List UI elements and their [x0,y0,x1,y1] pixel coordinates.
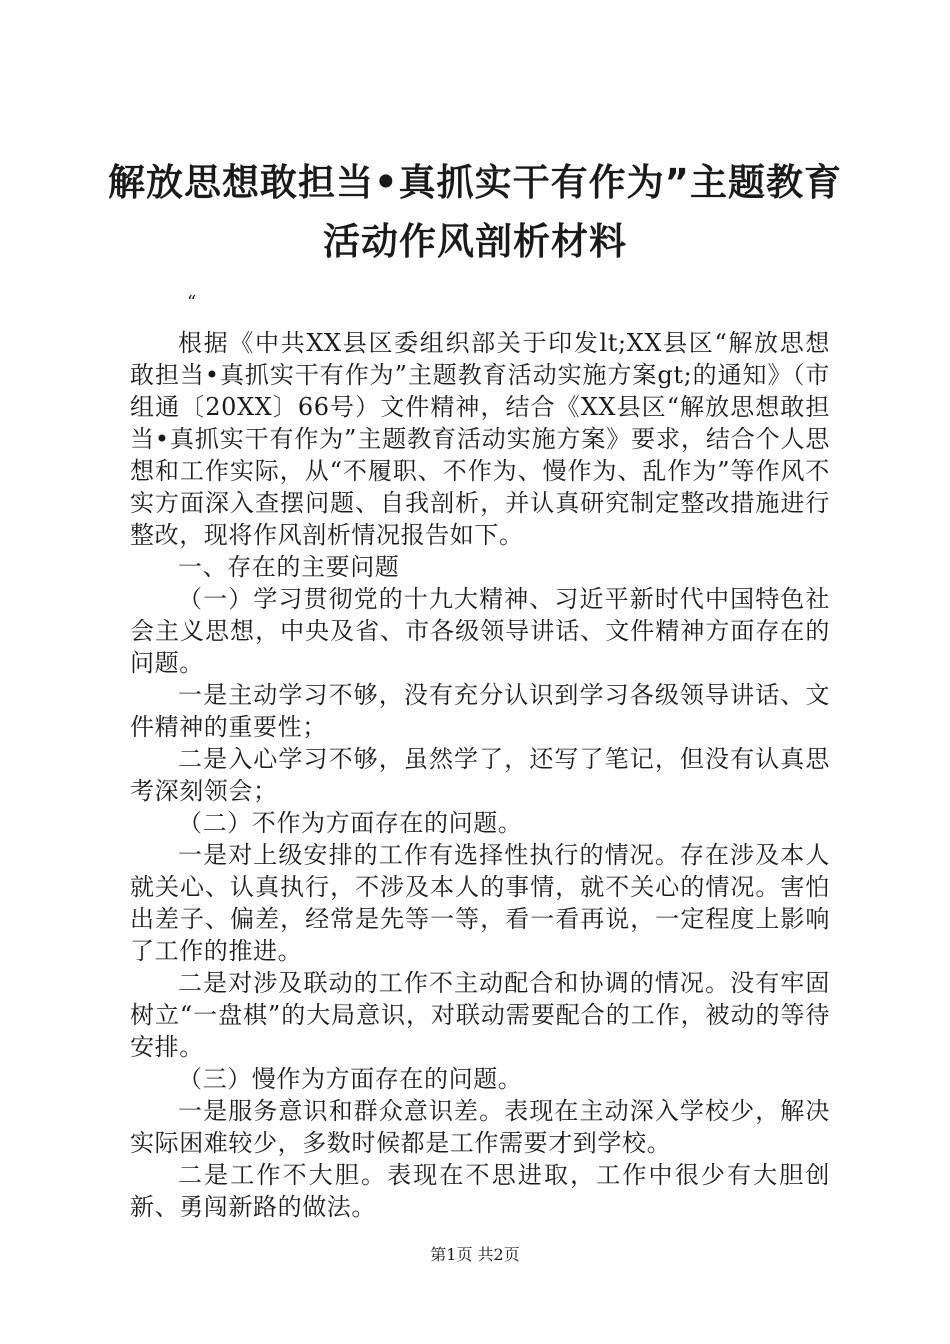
paragraph-inaction-item-2: 二是对涉及联动的工作不主动配合和协调的情况。没有牢固树立“一盘棋”的大局意识，对联动需要配合的工作，被动的等待安排。 [130,969,830,1061]
subsection-heading-slow-action: （三）慢作为方面存在的问题。 [178,1065,523,1093]
opening-quote-mark: “ [187,292,197,313]
document-title-line-2: 活动作风剖析材料 [323,220,627,263]
paragraph-study-item-2: 二是入心学习不够，虽然学了，还写了笔记，但没有认真思考深刻领会； [130,745,830,805]
subsection-heading-inaction: （二）不作为方面存在的问题。 [178,809,523,837]
paragraph-intro: 根据《中共XX县区委组织部关于印发lt;XX县区“解放思想敢担当•真抓实干有作为”主题教育活动实施方案gt;的通知》（市组通〔20XX〕66号）文件精神，结合《XX县区“解放思想敢担当•真抓实干有作为”主题教育活动实施方案》要求，结合个人思想和工作实际，从“不履职、不作为、慢作为、乱作为”等作风不实方面深入查摆问题、自我剖析，并认真研究制定整改措施进行整改，现将作风剖析情况报告如下。 [130,329,830,549]
document-title-line-1: 解放思想敢担当•真抓实干有作为”主题教育 [108,161,842,204]
subsection-heading-study: （一）学习贯彻党的十九大精神、习近平新时代中国特色社会主义思想，中央及省、市各级领导讲话、文件精神方面存在的问题。 [130,585,830,677]
section-heading-main-problems: 一、存在的主要问题 [178,553,400,581]
paragraph-inaction-item-1: 一是对上级安排的工作有选择性执行的情况。存在涉及本人就关心、认真执行，不涉及本人的事情，就不关心的情况。害怕出差子、偏差，经常是先等一等，看一看再说，一定程度上影响了工作的推进。 [130,841,830,965]
paragraph-slow-action-item-1: 一是服务意识和群众意识差。表现在主动深入学校少，解决实际困难较少，多数时候都是工作需要才到学校。 [130,1097,830,1157]
document-body [130,327,830,1223]
paragraph-study-item-1: 一是主动学习不够，没有充分认识到学习各级领导讲话、文件精神的重要性； [130,681,830,741]
paragraph-slow-action-item-2: 二是工作不大胆。表现在不思进取，工作中很少有大胆创新、勇闯新路的做法。 [130,1161,830,1221]
page-footer: 第1页 共2页 [430,1245,520,1264]
